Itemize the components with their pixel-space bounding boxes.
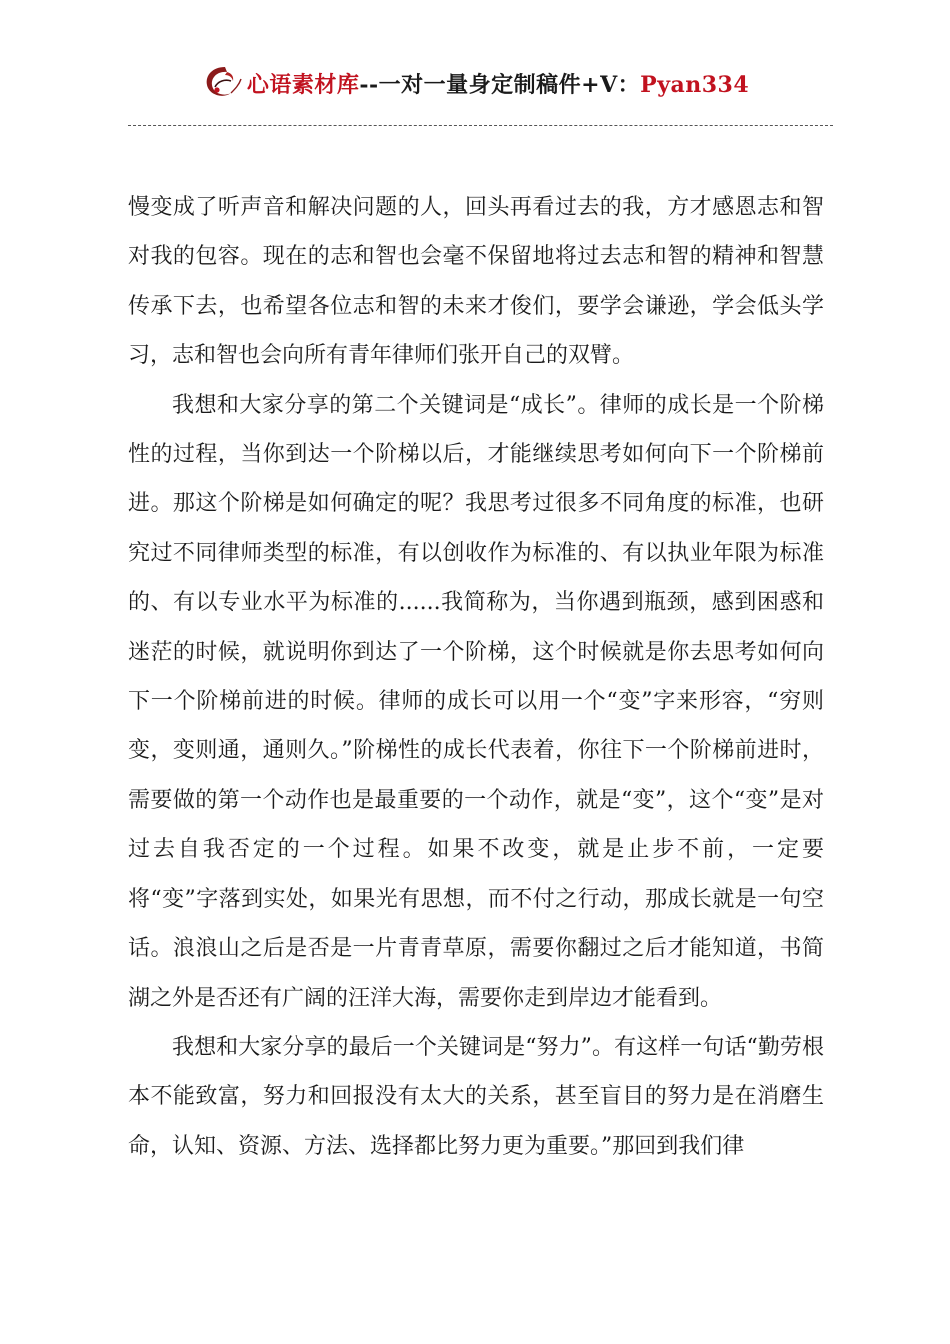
brand-name: 心语素材库 <box>246 71 360 98</box>
header-title <box>247 68 749 99</box>
contact-prefix: +V： <box>581 71 641 98</box>
paragraph-3: 我想和大家分享的最后一个关键词是“努力”。有这样一句话“勤劳根本不能致富，努力和回报没有太大的关系，甚至盲目的努力是在消磨生命，认知、资源、方法、选择都比努力更为重要。”那回到我们律 <box>128 1034 824 1159</box>
page-header <box>0 58 950 108</box>
header-divider <box>128 125 833 126</box>
document-body <box>128 183 824 1171</box>
header-separator: -- <box>359 71 379 98</box>
paragraph-2: 我想和大家分享的第二个关键词是“成长”。律师的成长是一个阶梯性的过程，当你到达一个阶梯以后，才能继续思考如何向下一个阶梯前进。那这个阶梯是如何确定的呢？我思考过很多不同角度的标准，也研究过不同律师类型的标准，有以创收作为标准的、有以执业年限为标准的、有以专业水平为标准的......我简称为，当你遇到瓶颈，感到困惑和迷茫的时候，就说明你到达了一个阶梯，这个时候就是你去思考如何向下一个阶梯前进的时候。律师的成长可以用一个“变”字来形容，“穷则变，变则通，通则久。”阶梯性的成长代表着，你往下一个阶梯前进时，需要做的第一个动作也是最重要的一个动作，就是“变”，这个“变”是对过去自我否定的一个过程。如果不改变，就是止步不前，一定要将“变”字落到实处，如果光有思想，而不付之行动，那成长就是一句空话。浪浪山之后是否是一片青青草原，需要你翻过之后才能知道，书简湖之外是否还有广阔的汪洋大海，需要你走到岸边才能看到。 <box>128 392 824 1011</box>
header-slogan: 一对一量身定制稿件 <box>378 71 582 98</box>
paragraph-1: 慢变成了听声音和解决问题的人，回头再看过去的我，方才感恩志和智对我的包容。现在的志和智也会毫不保留地将过去志和智的精神和智慧传承下去，也希望各位志和智的未来才俊们，要学会谦逊，学会低头学习，志和智也会向所有青年律师们张开自己的双臂。 <box>128 195 824 369</box>
brand-logo-icon <box>201 63 245 103</box>
contact-id: Pyan334 <box>640 71 750 98</box>
